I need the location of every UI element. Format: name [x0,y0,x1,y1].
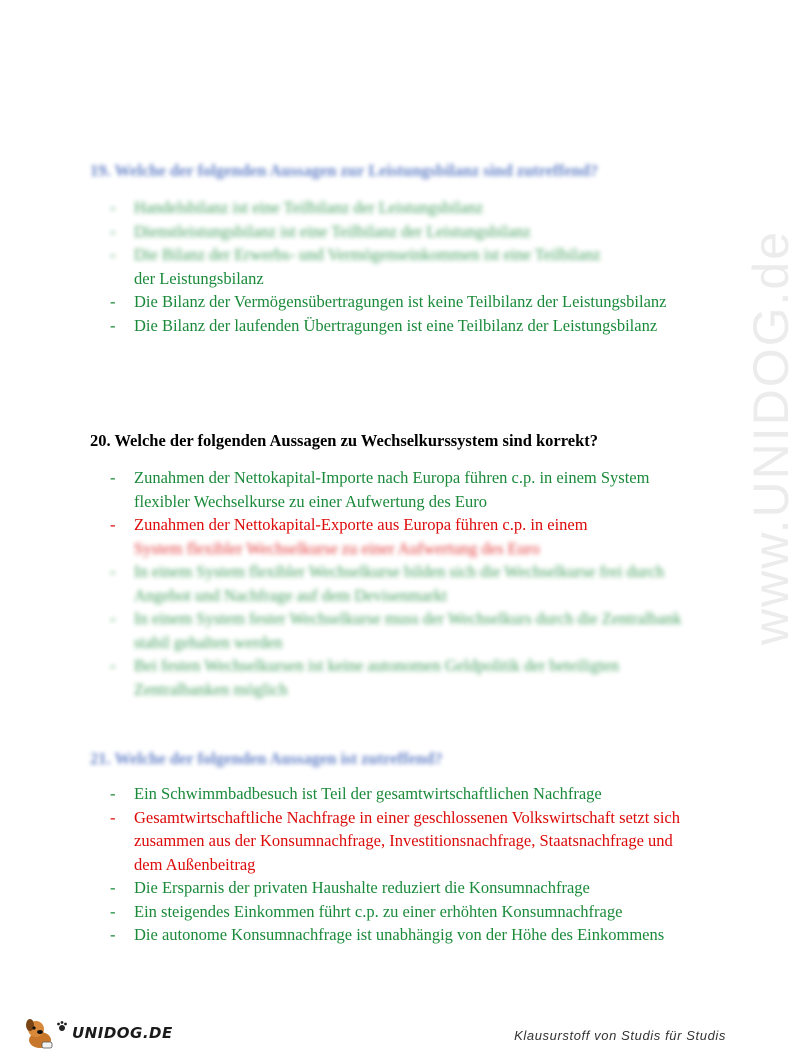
option-item: - Die Ersparnis der privaten Haushalte reduziert die Konsumnachfrage [110,878,590,897]
question-20-title: 20. Welche der folgenden Aussagen zu Wechselkurssystem sind korrekt? [90,431,599,450]
option-item: - Die autonome Konsumnachfrage ist unabhängig von der Höhe des Einkommens [110,925,665,944]
option-item: - Dienstleistungsbilanz ist eine Teilbilanz der Leistungsbilanz [110,221,531,241]
option-item: - Zunahmen der Nettokapital-Exporte aus Europa führen c.p. in einem System flexibler Wechselkurse zu einer Aufwertung des Euro [110,515,588,558]
option-item: - Die Bilanz der Erwerbs- und Vermögenseinkommen ist eine Teilbilanz der Leistungsbilanz [110,245,601,288]
paw-icon [56,1020,68,1032]
watermark-text: www.UNIDOG.de [743,230,799,645]
footer-tagline: Klausurstoff von Studis für Studis [514,1028,726,1043]
option-item: - Bei festen Wechselkursen ist keine autonomen Geldpolitik der beteiligten Zentralbanken möglich [110,656,619,699]
option-item: - Ein steigendes Einkommen führt c.p. zu einer erhöhten Konsumnachfrage [110,901,623,921]
question-21-title: 21. Welche der folgenden Aussagen ist zutreffend? [90,749,443,768]
option-item: - Die Bilanz der Vermögensübertragungen ist keine Teilbilanz der Leistungsbilanz [110,292,667,311]
question-19-title: 19. Welche der folgenden Aussagen zur Leistungsbilanz sind zutreffend? [90,161,599,180]
question-19 [90,160,700,337]
question-20-options [90,466,700,701]
unidog-logo[interactable] [22,1016,173,1050]
option-item: - Handelsbilanz ist eine Teilbilanz der Leistungsbilanz [110,198,484,217]
option-item: - In einem System fester Wechselkurse muss der Wechselkurs durch die Zentralbank stabil gehalten werden [110,609,682,652]
option-item: - Zunahmen der Nettokapital-Importe nach Europa führen c.p. in einem System flexibler Wechselkurse zu einer Aufwertung des Euro [110,468,650,511]
question-21 [90,748,700,947]
option-item: - Ein Schwimmbadbesuch ist Teil der gesamtwirtschaftlichen Nachfrage [110,784,602,803]
dog-mascot-icon [22,1016,58,1050]
option-item: - Die Bilanz der laufenden Übertragungen ist eine Teilbilanz der Leistungsbilanz [110,315,658,335]
logo-text: UNIDOG.DE [72,1024,173,1042]
question-19-options [90,196,700,337]
option-item: - In einem System flexibler Wechselkurse bilden sich die Wechselkurse frei durch Angebot und Nachfrage auf dem Devisenmarkt [110,562,665,605]
option-item: - Gesamtwirtschaftliche Nachfrage in einer geschlossenen Volkswirtschaft setzt sich zusammen aus der Konsumnachfrage, Investitionsnachfrage, Staatsnachfrage und dem Außenbeitrag [110,807,681,874]
question-20 [90,430,700,701]
question-21-options [90,782,700,947]
